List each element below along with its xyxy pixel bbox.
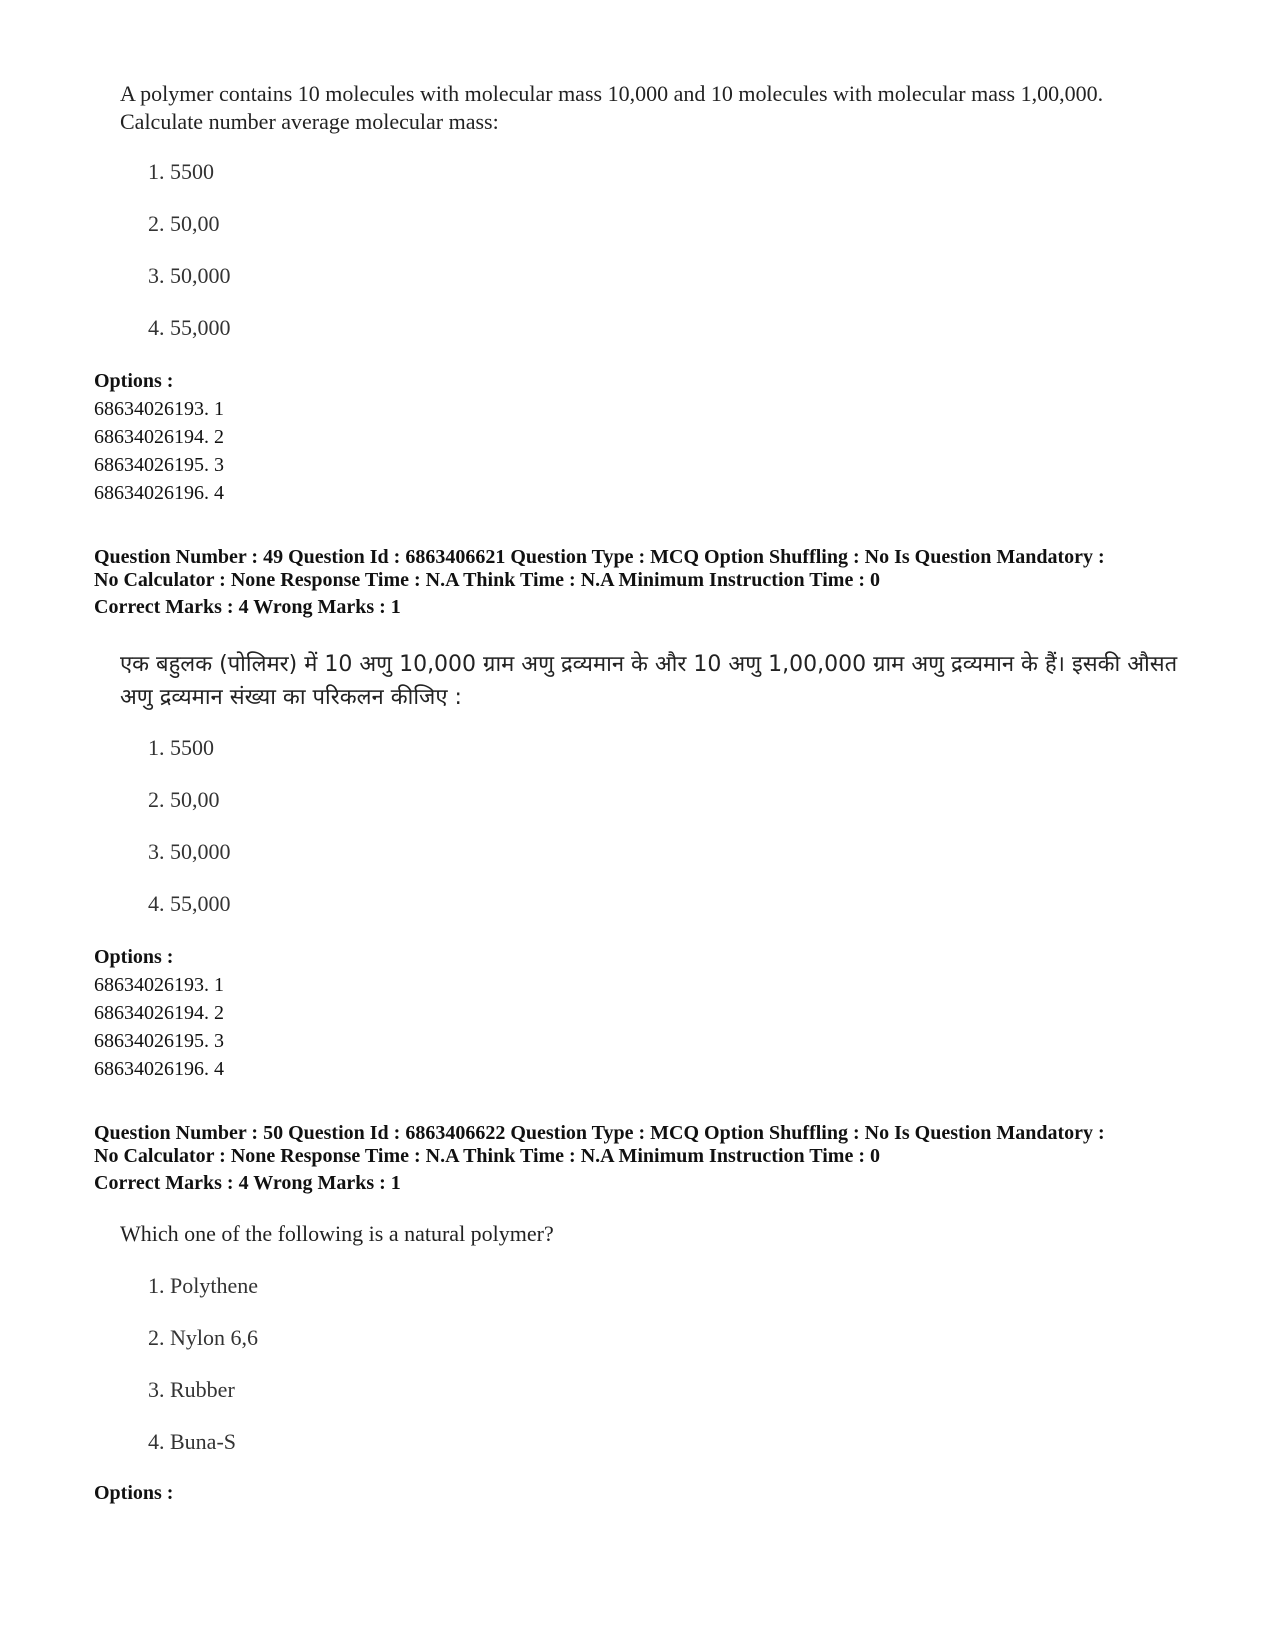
q50-meta-line-1: Question Number : 50 Question Id : 6863406622 Question Type : MCQ Option Shuffling : No Is Question Mandatory : — [94, 1122, 1105, 1144]
q50-choice-2: 2. Nylon 6,6 — [148, 1325, 258, 1350]
q48-option-id-4: 68634026196. 4 — [94, 482, 224, 504]
q49-meta-line-1: Question Number : 49 Question Id : 6863406621 Question Type : MCQ Option Shuffling : No Is Question Mandatory : — [94, 546, 1105, 568]
q49-option-id-1: 68634026193. 1 — [94, 974, 224, 996]
q49-question-text: एक बहुलक (पोलिमर) में 10 अणु 10,000 ग्राम अणु द्रव्यमान के और 10 अणु 1,00,000 ग्राम अणु द्रव्यमान के हैं। इसकी औसत अणु द्रव्यमान संख्या का परिकलन कीजिए : — [120, 652, 1178, 710]
q49-options-label: Options : — [94, 946, 174, 968]
q49-option-id-2: 68634026194. 2 — [94, 1002, 224, 1024]
q48-option-id-3: 68634026195. 3 — [94, 454, 224, 476]
q50-choice-3: 3. Rubber — [148, 1377, 235, 1402]
q50-choice-4: 4. Buna-S — [148, 1429, 236, 1454]
q49-marks: Correct Marks : 4 Wrong Marks : 1 — [94, 596, 401, 618]
q50-marks: Correct Marks : 4 Wrong Marks : 1 — [94, 1172, 401, 1194]
q49-choice-4: 4. 55,000 — [148, 891, 231, 916]
q49-choice-2: 2. 50,00 — [148, 787, 220, 812]
q49-option-id-3: 68634026195. 3 — [94, 1030, 224, 1052]
q50-question-text: Which one of the following is a natural polymer? — [120, 1221, 554, 1246]
q50-options-label: Options : — [94, 1482, 174, 1504]
q48-choice-1: 1. 5500 — [148, 159, 214, 184]
q50-meta-line-2: No Calculator : None Response Time : N.A Think Time : N.A Minimum Instruction Time : 0 — [94, 1145, 880, 1167]
q49-choice-1: 1. 5500 — [148, 735, 214, 760]
q48-option-id-2: 68634026194. 2 — [94, 426, 224, 448]
q48-choice-4: 4. 55,000 — [148, 315, 231, 340]
q49-option-id-4: 68634026196. 4 — [94, 1058, 224, 1080]
q48-choice-2: 2. 50,00 — [148, 211, 220, 236]
q48-question-text: A polymer contains 10 molecules with molecular mass 10,000 and 10 molecules with molecular mass 1,00,000. Calculate number average molecular mass: — [120, 81, 1104, 134]
q49-choice-3: 3. 50,000 — [148, 839, 231, 864]
q49-meta-line-2: No Calculator : None Response Time : N.A Think Time : N.A Minimum Instruction Time : 0 — [94, 569, 880, 591]
q48-option-id-1: 68634026193. 1 — [94, 398, 224, 420]
q48-options-label: Options : — [94, 370, 174, 392]
q48-choice-3: 3. 50,000 — [148, 263, 231, 288]
q50-choice-1: 1. Polythene — [148, 1273, 258, 1298]
